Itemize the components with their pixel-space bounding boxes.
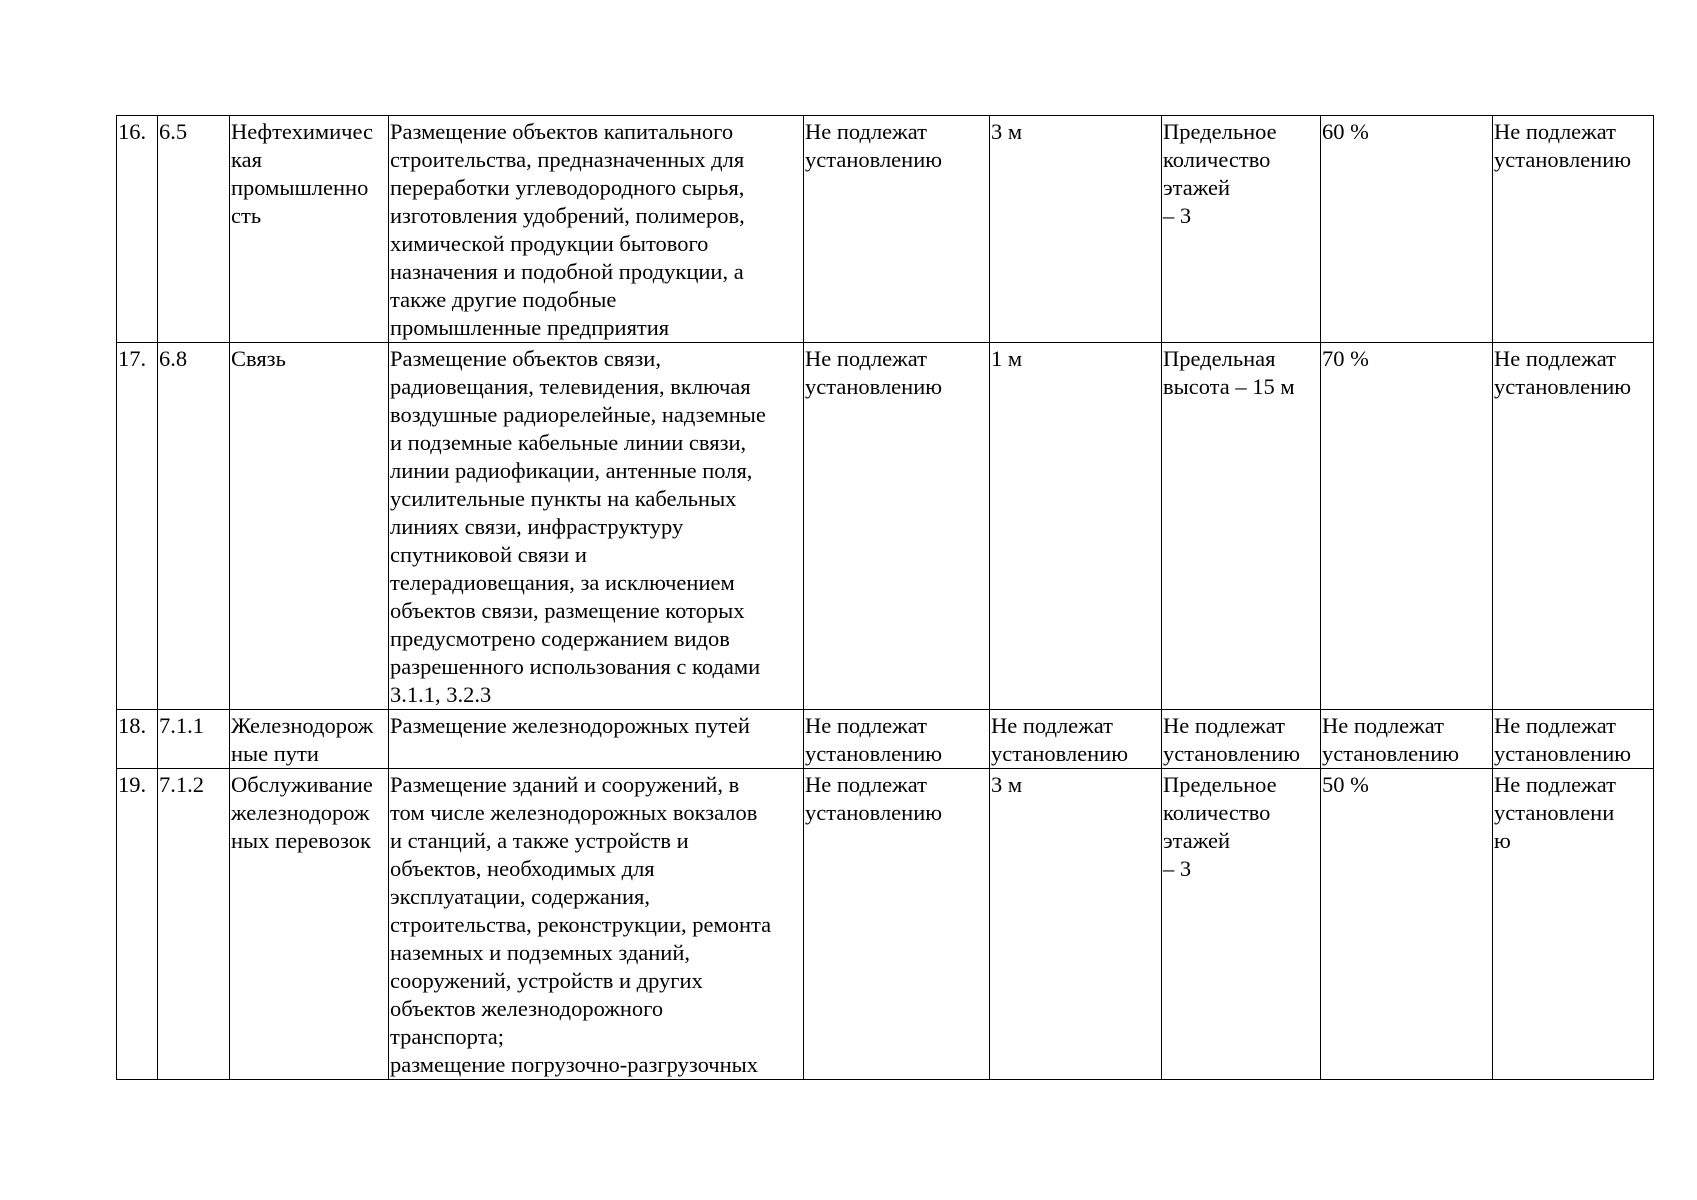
use-description: Размещение железнодорожных путей bbox=[389, 710, 804, 769]
use-description: Размещение объектов связи, радиовещания, телевидения, включая воздушные радиорелейные, надземные и подземные кабельные линии связи, линии радиофикации, антенные поля, усилительные пункты на кабельных линиях связи, инфраструктуру спутниковой связи и телерадиовещания, за исключением объектов связи, размещение которых предусмотрено содержанием видов разрешенного использования с кодами 3.1.1, 3.2.3 bbox=[389, 343, 804, 710]
plot-area-limit: Не подлежат установлению bbox=[804, 116, 990, 343]
land-use-regulations-table bbox=[116, 115, 1654, 1080]
use-description: Размещение зданий и сооружений, в том числе железнодорожных вокзалов и станций, а также устройств и объектов, необходимых для эксплуатации, содержания, строительства, реконструкции, ремонта наземных и подземных зданий, сооружений, устройств и других объектов железнодорожного транспорта; размещение погрузочно-разгрузочных bbox=[389, 769, 804, 1080]
height-limit: Предельное количество этажей – 3 bbox=[1162, 116, 1321, 343]
other-limit: Не подлежат установлению bbox=[1493, 710, 1654, 769]
coverage-limit: 70 % bbox=[1321, 343, 1493, 710]
other-limit: Не подлежат установлени ю bbox=[1493, 769, 1654, 1080]
table-row bbox=[117, 769, 1654, 1080]
coverage-limit: Не подлежат установлению bbox=[1321, 710, 1493, 769]
coverage-limit: 60 % bbox=[1321, 116, 1493, 343]
setback-limit: 3 м bbox=[990, 769, 1162, 1080]
row-number: 19. bbox=[117, 769, 158, 1080]
setback-limit: 1 м bbox=[990, 343, 1162, 710]
use-code: 7.1.2 bbox=[158, 769, 230, 1080]
plot-area-limit: Не подлежат установлению bbox=[804, 343, 990, 710]
plot-area-limit: Не подлежат установлению bbox=[804, 710, 990, 769]
setback-limit: 3 м bbox=[990, 116, 1162, 343]
use-code: 6.5 bbox=[158, 116, 230, 343]
table-row bbox=[117, 343, 1654, 710]
use-name: Железнодорож ные пути bbox=[230, 710, 389, 769]
use-name: Связь bbox=[230, 343, 389, 710]
height-limit: Предельная высота – 15 м bbox=[1162, 343, 1321, 710]
table-row bbox=[117, 116, 1654, 343]
height-limit: Предельное количество этажей – 3 bbox=[1162, 769, 1321, 1080]
use-name: Нефтехимичес кая промышленно сть bbox=[230, 116, 389, 343]
height-limit: Не подлежат установлению bbox=[1162, 710, 1321, 769]
table-row bbox=[117, 710, 1654, 769]
row-number: 18. bbox=[117, 710, 158, 769]
coverage-limit: 50 % bbox=[1321, 769, 1493, 1080]
use-name: Обслуживание железнодорож ных перевозок bbox=[230, 769, 389, 1080]
other-limit: Не подлежат установлению bbox=[1493, 116, 1654, 343]
setback-limit: Не подлежат установлению bbox=[990, 710, 1162, 769]
use-code: 6.8 bbox=[158, 343, 230, 710]
row-number: 16. bbox=[117, 116, 158, 343]
row-number: 17. bbox=[117, 343, 158, 710]
use-code: 7.1.1 bbox=[158, 710, 230, 769]
other-limit: Не подлежат установлению bbox=[1493, 343, 1654, 710]
plot-area-limit: Не подлежат установлению bbox=[804, 769, 990, 1080]
use-description: Размещение объектов капитального строительства, предназначенных для переработки углеводородного сырья, изготовления удобрений, полимеров, химической продукции бытового назначения и подобной продукции, а также другие подобные промышленные предприятия bbox=[389, 116, 804, 343]
